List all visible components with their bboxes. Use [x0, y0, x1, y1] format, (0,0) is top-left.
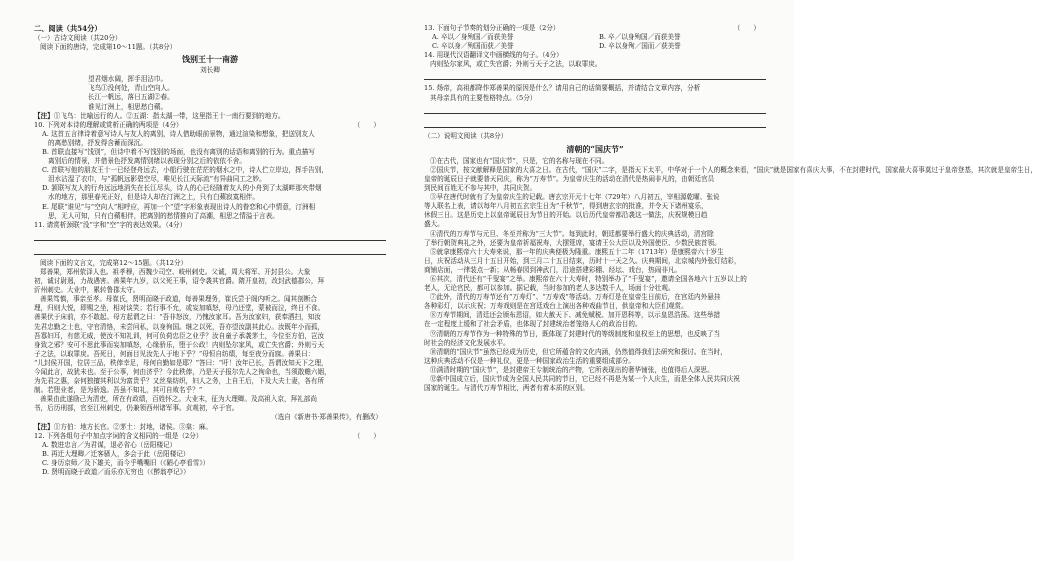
- subsection-ancient-poetry: （一）古诗文阅读（共20分）: [34, 33, 122, 42]
- poem-line: 长江一帆远，落日五湖②春。: [88, 93, 174, 102]
- note-text: ①飞鸟：比喻远行的人。②五湖：指太湖一带，这里指王十一南行要到的地方。: [53, 111, 285, 120]
- option-line[interactable]: B. 再迁大理卿／迁客骚人，多会于此（岳阳楼记）: [42, 449, 190, 458]
- question-12-stem: [34, 432, 386, 441]
- article-line: ⑨清朝的万寿节作为一种特殊的节日，既体现了封建时代的等级制度和皇权至上的思想，也反映了当: [430, 329, 721, 338]
- note-text: ①方伯：地方长官。②茅土：封地，诸侯。③枲：麻。: [53, 422, 213, 431]
- passage-line: 沂州刺史。大业中，累转鲁郡太守。: [34, 286, 140, 295]
- answer-bracket[interactable]: （ ）: [733, 24, 760, 32]
- option-a[interactable]: A. 卒以／身殉国／而获美誉: [432, 33, 514, 42]
- poem-line: 飞鸟①没何处，青山空向人。: [88, 84, 174, 93]
- article-line: 到民间百姓无不参与其中，共同庆贺。: [424, 184, 537, 193]
- option-b[interactable]: B. 卒／以身殉国／而获美誉: [599, 33, 681, 42]
- article-line: 这种庆典活动不仅是一种礼仪，更是一种国家政治生活的重要组成部分。: [424, 356, 635, 365]
- article-line: 商铺店面，一律装点一新；从畅春园到神武门，沿途搭建彩棚、经坛、戏台，热闹非凡。: [424, 265, 682, 274]
- passage-line: 善果笃慎，事亲至孝。母崔氏，贤明而晓于政道，每善果理务，崔氏尝于阁内听之。闻其剖断合: [40, 295, 317, 304]
- article-line: 各种彩灯，以示庆祝；万寿戏则是在宫廷戏台上演出各种戏曲节目，供皇帝和大臣们观赏。: [424, 302, 688, 311]
- poem-body: [34, 75, 386, 111]
- poem-line: 谁见汀洲上，相思愁白蘋。: [88, 102, 168, 111]
- article-line: ⑥其次，清代还有“千叟宴”之举。康熙帝在六十大寿时，特别举办了“千叟宴”，邀请全国各地六十五岁以上的: [430, 275, 747, 283]
- question-13-stem: [424, 24, 766, 33]
- article-line: ⑪满清时期的“国庆节”，是封建帝王专制统治的产物，它所表现出的奢华铺张，也值得后人深思。: [430, 365, 714, 374]
- option-d[interactable]: D. 卒以身殉／国而／获美誉: [599, 42, 681, 51]
- passage-line: 初，诚讨尉迥，力战遇害。善果年九岁，以父死王事，诏令袭其官爵。隋开皇初，改封武德郡公，拜: [34, 277, 325, 286]
- option-c[interactable]: C. 卒以身／殉国而获／美誉: [432, 42, 514, 51]
- answer-line[interactable]: [424, 118, 766, 128]
- option-line: D. 颔联写友人的行舟远远地消失在长江尽头，诗人的心已经随着友人的小舟到了太湖畔那夹带烟: [42, 184, 322, 193]
- article-line: 老人，无论官民，都可以参加。据记载，当时参加的老人多达数千人，场面十分壮观。: [424, 284, 675, 293]
- passage-line: 郑善果，郑州荥泽人也。祖孝穆，西魏少司空、岐州刺史。父诚，周大将军、开封县公。大象: [40, 267, 311, 276]
- article-line: 皇帝的诞辰日子就要普天同庆，称为“万寿节”。为皇帝庆生的活动在清代是热闹非凡的，由朝廷官员: [424, 174, 715, 183]
- answer-line[interactable]: [34, 231, 386, 241]
- question-14-stem: 14. 用现代汉语翻译文中画横线的句子。（4分）: [424, 51, 563, 60]
- passage-line: 身致之邪？安可不思此事而妄加嗔怒，心缘骄乐，堕于公政！内则坠尔家风，或亡失官爵；外则亏天: [34, 340, 325, 349]
- option-line[interactable]: C. 身历京师／及下雄关，而今乎嘴嘴旧（《陋心亭看雪》）: [42, 458, 210, 467]
- question-10-options: [34, 130, 386, 221]
- question-13-options-row: [424, 33, 766, 42]
- passage-line: 先君忠勤之士也，守官清恪，未尝问私，以身徇国。继之以死，吾亦望汝副其此心。汝既年小而孤，: [34, 322, 325, 331]
- article-body: [424, 156, 1037, 393]
- question-13-options-row: [424, 42, 766, 51]
- subsection-expository: （二）说明文阅读（共8分）: [424, 131, 508, 140]
- note-tag: 【注】: [34, 422, 54, 431]
- option-line: E. 尾联“谁见”与“空向人”相呼应，再加一个“望”字形象表现出诗人的眷恋和心中情意，汀洲相: [42, 202, 316, 211]
- poem-author: 刘长卿: [200, 66, 220, 75]
- article-line: 等人联名上表，请以每年八月初五玄宗生日为“千秋节”，得到唐玄宗的批准，并令天下诸州宴乐，: [424, 202, 708, 211]
- question-14-sentence: 内则坠尔家风，或亡失官爵；外则亏天子之法，以取罪戾。: [430, 60, 602, 69]
- article-line: 在一定程度上缓和了社会矛盾，也体现了封建统治者笼络人心的政治目的。: [424, 320, 642, 329]
- answer-line[interactable]: [34, 245, 386, 255]
- passage-line: 理，归则大悦，即赐之坐，相对谈笑；若行事不允，或妄加嗔怒，母乃还堂，蒙被而泣，终日不食。: [34, 304, 325, 313]
- question-10-stem: [34, 121, 386, 130]
- question-12-options: [34, 441, 386, 477]
- answer-line[interactable]: [424, 104, 766, 114]
- passage-line: 今闻此言，故犹未也。至于公事，何由济乎？今此秩俸，乃是天子报尔先人之徇命也，当须散赡六姻，: [34, 367, 331, 376]
- article-line: ⑧万寿节期间，清廷还会颁布恩诏，如大赦天下、减免赋税、加开恩科等，以示皇恩浩荡。这些举措: [430, 311, 721, 320]
- poem-note: [34, 112, 386, 121]
- article-line: 了举行朝贺典礼之外，还要为皇帝祈福祝寿，大摆筵席，宴请王公大臣以及外国使臣、少数民族首领。: [424, 238, 721, 247]
- option-line[interactable]: A. 数进忠言／为君谋，退必省心（岳阳楼记）: [42, 440, 177, 449]
- section-title: 二、阅读（共54分）: [34, 24, 102, 33]
- passage-line: 善果伏于床前，亦不敢起。母方起谓之曰：“吾非怒汝，乃愧汝家耳。吾为汝家妇，获奉洒扫，知汝: [34, 313, 321, 322]
- passage-line: 书，后历刑部，官至江州刺史，仍兼领西州诸军事。贞观初，卒于官。: [34, 404, 239, 413]
- right-column: [424, 24, 1037, 393]
- passage-line: 吾寡妇耳，有慈无威，使汝不知礼训，何可负荷忠臣之业乎？汝自童子承袭茅土，今位至方伯，岂汝: [34, 331, 325, 340]
- passage-line: 为先君之惠，奈何独擅其利以为富贵乎？又丝枲纺织，妇人之务，上自王后，下及大夫士妻，各有所: [34, 377, 325, 386]
- question-15-stem-cont: 其母亲具有的主要性格特点。（5分）: [430, 93, 537, 102]
- option-line: 泪水沾湿了衣巾，与“孤帆远影碧空尽，唯见长江天际流”有异曲同工之妙。: [48, 175, 266, 184]
- prose-passage: [34, 268, 386, 423]
- question-13-text: 13. 下面句子节奏的划分正确的一项是（2分）: [424, 24, 560, 32]
- question-11-stem: 11. 请赏析颈联“没”字和“空”字的表达效果。（4分）: [34, 220, 187, 229]
- option-line: 思，无人可知，只有白蘋相伴，把离别的愁情推向了高潮，相思之情溢于言表。: [48, 211, 279, 220]
- option-line: C. 首联写他的朋友王十一已经登舟远去，小船行驶在茫茫的烟水之中，诗人伫立岸边，挥手告别，: [42, 166, 328, 175]
- option-line[interactable]: D. 贤明而晓于政道／而乐亦无穷也（《醉翁亭记》）: [42, 468, 190, 476]
- poem-intro: 阅读下面的唐诗，完成第10～11题。（共8分）: [40, 43, 177, 52]
- article-line: ④清代的万寿节与元旦、冬至并称为“三大节”。每到此时，朝廷都要举行盛大的庆典活动，清宫除: [430, 229, 714, 238]
- article-line: 时社会的经济文化发展水平。: [424, 338, 510, 347]
- question-15-stem: 15. 炀帝，高祖都降作郑善果的原因是什么？请用自己的话简要概括，并请结合文章内容，分析: [424, 84, 701, 93]
- article-line: 国家的诞生。与清代万寿节相比，两者有着本质的区别。: [424, 384, 589, 393]
- answer-line[interactable]: [424, 70, 766, 80]
- option-line: 离别后的情景，并借景色抒发离情别绪以表现分别之后的依依不舍。: [48, 157, 246, 166]
- question-10-text: 10. 下列对本诗的理解或赏析正确的两项是（4分）: [34, 120, 183, 129]
- article-line: ③早在唐代时就有了为皇帝庆生的记载。唐玄宗开元十七年（729年）八月初五，宰相源乾曜、张说: [430, 193, 720, 202]
- article-line: ②国庆节，按文献解释是国家的大喜之日。在古代，“国庆”二字，是指天下太平，中华对于一个人的概念来看，“国庆”就是国家有喜庆大事，不在封建时代，国家最大喜事莫过于皇帝登基，其次就是皇帝生日，: [430, 165, 1037, 174]
- article-line: ⑫新中国成立后，国庆节成为全国人民共同的节日，它已经不再是为某一个人庆生，而是全体人民共同庆祝: [430, 375, 740, 384]
- option-line: B. 首联直接写“饯别”，但诗中着不写饯别的场面，也没有离别的话语和离别的行为。重点描写: [42, 148, 315, 156]
- option-line: 水的地方，那里春光正好，但是诗人却在汀洲之上，只有白蘋寂寞相伴。: [48, 193, 259, 202]
- article-line: ⑦此外，清代的万寿节还有“万寿灯”、“万寿戏”等活动。万寿灯是在皇帝生日前后，在宫廷内外悬挂: [430, 293, 721, 302]
- passage-source: （选自《新唐书·郑善果传》，有删改）: [271, 413, 382, 422]
- answer-bracket[interactable]: （ ）: [353, 431, 380, 440]
- passage-line: 子之法，以取罪戾。吾死日，何面目见汝先人于地下乎？”母恒自纺绩，每至夜分而寐。善果曰：: [34, 349, 315, 358]
- left-column: [34, 24, 386, 477]
- article-line: 日，庆祝活动从三月十五日开始，到三月二十五日结束，历时十一天之久。庆典期间，北京城内外张灯结彩，: [424, 256, 741, 265]
- passage-line: 善果由此遂励己为清吏，所在有政绩，百姓怀之。大业末，征为大理卿。及高祖入京，拜礼部尚: [40, 395, 317, 404]
- question-12-text: 12. 下列各组句子中加点字词的含义相同的一组是（2分）: [34, 431, 203, 440]
- article-line: 休假三日。这是历史上以皇帝诞辰日为节日的开始。以后历代皇帝都沿袭这一做法，庆祝规模日趋: [424, 211, 708, 220]
- poem-line: 望君烟水阔，挥手泪沾巾。: [88, 75, 168, 84]
- article-line: 盛大。: [424, 220, 444, 229]
- prose-intro: 阅读下面的文言文，完成第12～15题。（共12分）: [40, 258, 188, 267]
- note-tag: 【注】: [34, 111, 54, 120]
- option-line: 的离愁别绪，抒发得含蓄而深沉。: [48, 138, 147, 147]
- passage-line: “儿封侯开国，位居三品，秩俸幸足，母何自勤如是耶？”答曰：“吁！汝年已长，吾谓汝知天下之理，: [34, 358, 328, 367]
- article-line: ①在古代，国家也有“国庆节”，只是，它的名称与现在不同。: [430, 156, 609, 165]
- article-line: ⑤就拿康熙帝六十大寿来说，那一年的庆典便极为隆重。康熙五十二年（1713年）是康熙帝六十岁生: [430, 247, 724, 256]
- prose-note: [34, 423, 386, 432]
- answer-bracket[interactable]: （ ）: [353, 120, 380, 129]
- passage-line: 制。若堕业者，是为骄逸。吾虽不知礼，其可自败名乎？”: [34, 386, 203, 395]
- poem-title: 饯别王十一南游: [182, 54, 238, 65]
- option-line: A. 这首五言律诗着意写诗人与友人的离别，诗人借助眼前景物，通过渲染和想象，把送别友人: [42, 129, 315, 138]
- article-title: 清朝的“国庆节”: [566, 143, 624, 154]
- article-line: ⑩清朝的“国庆节”虽然已经成为历史，但它所蕴含的文化内涵，仍然值得我们去研究和探讨。在当时，: [430, 347, 727, 356]
